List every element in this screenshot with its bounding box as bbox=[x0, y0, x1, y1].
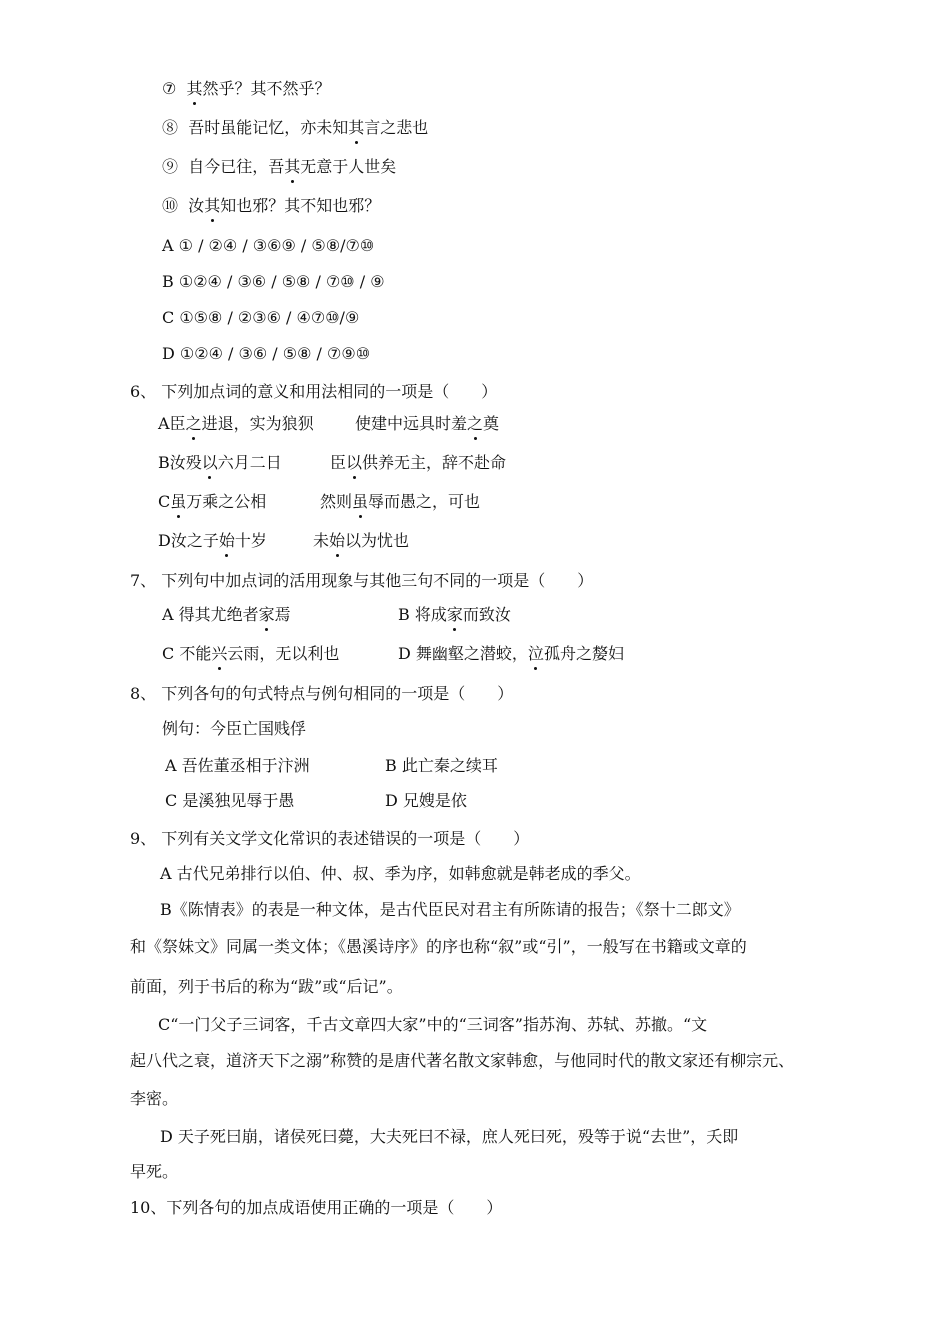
dotted-word: 家 bbox=[258, 605, 275, 624]
item-7: ⑦ 其然乎？其不然乎？ bbox=[162, 79, 331, 98]
q9-option-b-line1: B《陈情表》的表是一种文体，是古代臣民对君主有所陈请的报告；《祭十二郎文》 bbox=[160, 900, 740, 919]
dotted-word: 兴 bbox=[211, 644, 228, 663]
dotted-word: 其 bbox=[284, 157, 301, 176]
q7-option-a: A 得其尤绝者家焉 bbox=[162, 605, 291, 624]
q8-stem: 8、 下列各句的句式特点与例句相同的一项是（ ） bbox=[130, 684, 514, 703]
q9-option-c-line2: 起八代之衰，道济天下之溺”称赞的是唐代著名散文家韩愈，与他同时代的散文家还有柳宗元、 bbox=[130, 1051, 795, 1070]
q9-option-d-line1: D 天子死曰崩，诸侯死曰薨，大夫死曰不禄，庶人死曰死，殁等于说“去世”，夭即 bbox=[160, 1127, 739, 1146]
dotted-word: 虽 bbox=[170, 492, 187, 511]
item-8: ⑧ 吾时虽能记忆，亦未知其言之悲也 bbox=[162, 118, 429, 137]
dotted-word: 之 bbox=[467, 414, 484, 433]
q5-option-d: D ①②④ / ③⑥ / ⑤⑧ / ⑦⑨⑩ bbox=[162, 344, 371, 363]
q10-stem: 10、下列各句的加点成语使用正确的一项是（ ） bbox=[130, 1198, 503, 1217]
dotted-word: 家 bbox=[446, 605, 463, 624]
q9-option-b-line2: 和《祭妹文》同属一类文体；《愚溪诗序》的序也称“叙”或“引”，一般写在书籍或文章的 bbox=[130, 937, 747, 956]
q6-option-d-compare: 未始以为忧也 bbox=[313, 531, 410, 550]
q8-example: 例句：今臣亡国贱俘 bbox=[162, 719, 307, 738]
q8-option-d: D 兄嫂是依 bbox=[385, 791, 467, 810]
q6-option-c-compare: 然则虽辱而愚之，可也 bbox=[320, 492, 481, 511]
q7-option-c: C 不能兴云雨，无以利也 bbox=[162, 644, 340, 663]
q9-stem: 9、 下列有关文学文化常识的表述错误的一项是（ ） bbox=[130, 829, 530, 848]
q8-option-c: C 是溪独见辱于愚 bbox=[165, 791, 295, 810]
q5-option-a: A ① / ②④ / ③⑥⑨ / ⑤⑧/⑦⑩ bbox=[162, 236, 375, 255]
q9-option-a: A 古代兄弟排行以伯、仲、叔、季为序，如韩愈就是韩老成的季父。 bbox=[160, 864, 641, 883]
item-9: ⑨ 自今已往，吾其无意于人世矣 bbox=[162, 157, 397, 176]
dotted-word: 其 bbox=[186, 79, 203, 98]
q6-stem: 6、 下列加点词的意义和用法相同的一项是（ ） bbox=[130, 382, 498, 401]
q6-option-b: B汝殁以六月二日 bbox=[158, 453, 282, 472]
q6-option-d: D汝之子始十岁 bbox=[158, 531, 267, 550]
q9-option-b-line3: 前面，列于书后的称为“跋”或“后记”。 bbox=[130, 977, 403, 996]
q5-option-b: B ①②④ / ③⑥ / ⑤⑧ / ⑦⑩ / ⑨ bbox=[162, 272, 385, 291]
q8-option-b: B 此亡秦之续耳 bbox=[385, 756, 498, 775]
q9-option-c-line3: 李密。 bbox=[130, 1089, 179, 1108]
dotted-word: 之 bbox=[185, 414, 202, 433]
q8-option-a: A 吾佐董丞相于汴洲 bbox=[165, 756, 310, 775]
dotted-word: 虽 bbox=[352, 492, 369, 511]
q5-option-c: C ①⑤⑧ / ②③⑥ / ④⑦⑩/⑨ bbox=[162, 308, 360, 327]
q6-option-a-compare: 使建中远具时羞之奠 bbox=[355, 414, 500, 433]
item-10: ⑩ 汝其知也邪？其不知也邪？ bbox=[162, 196, 381, 215]
dotted-word: 泣 bbox=[527, 644, 544, 663]
q6-option-a: A臣之进退，实为狼狈 bbox=[158, 414, 314, 433]
q7-option-b: B 将成家而致汝 bbox=[398, 605, 511, 624]
q9-option-d-line2: 早死。 bbox=[130, 1162, 179, 1181]
q9-option-c-line1: C“一门父子三词客，千古文章四大家”中的“三词客”指苏洵、苏轼、苏撤。“文 bbox=[158, 1015, 708, 1034]
dotted-word: 始 bbox=[329, 531, 346, 550]
dotted-word: 其 bbox=[348, 118, 365, 137]
dotted-word: 其 bbox=[204, 196, 221, 215]
q7-option-d: D 舞幽壑之潜蛟，泣孤舟之嫠妇 bbox=[398, 644, 624, 663]
q6-option-b-compare: 臣以供养无主，辞不赴命 bbox=[330, 453, 507, 472]
dotted-word: 以 bbox=[201, 453, 218, 472]
q7-stem: 7、 下列句中加点词的活用现象与其他三句不同的一项是（ ） bbox=[130, 571, 594, 590]
dotted-word: 以 bbox=[346, 453, 363, 472]
q6-option-c: C虽万乘之公相 bbox=[158, 492, 267, 511]
dotted-word: 始 bbox=[218, 531, 235, 550]
